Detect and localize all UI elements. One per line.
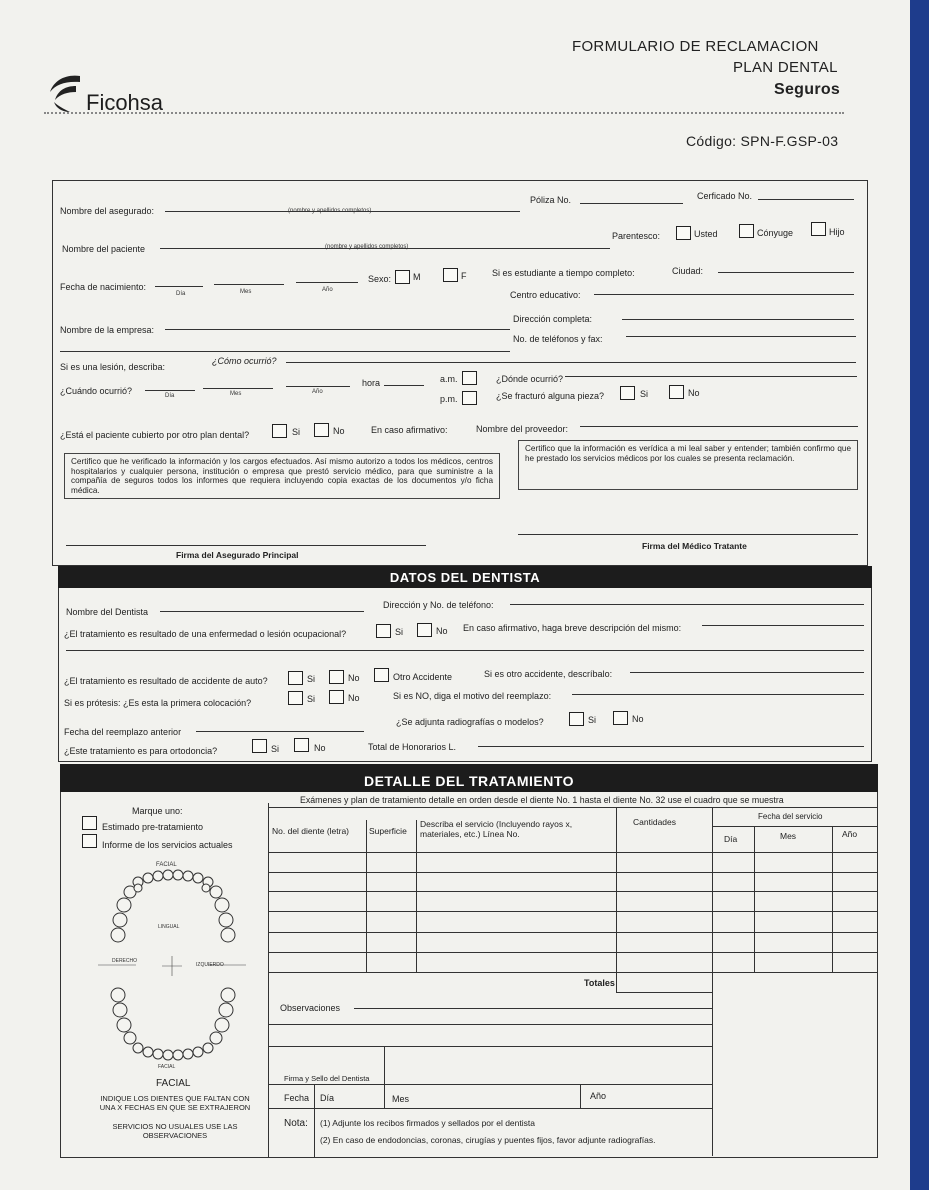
hint-nombre: (nombre y apellidos completos) (288, 208, 372, 214)
label-ocupacional-no: No (436, 626, 448, 636)
label-nombre-paciente: Nombre del paciente (62, 244, 146, 254)
table-row[interactable] (268, 932, 878, 933)
input-nac-dia[interactable] (155, 286, 203, 287)
label-otro-accidente: Otro Accidente (393, 672, 453, 682)
label-examenes: Exámenes y plan de tratamiento detalle en orden desde el diente No. 1 hasta el diente No. 32 use el cuadro que se muestra (300, 795, 784, 805)
hint-nombre-paciente: (nombre y apellidos completos) (325, 244, 409, 250)
observaciones-line-3[interactable] (268, 1046, 712, 1047)
label-m: M (413, 272, 421, 282)
checkbox-estimado[interactable] (82, 816, 97, 830)
label-honorarios: Total de Honorarios L. (368, 742, 457, 752)
table-row[interactable] (268, 872, 878, 873)
input-donde-ocurrio[interactable] (565, 376, 857, 377)
form-code: Código: SPN-F.GSP-03 (686, 133, 839, 149)
label-conyuge: Cónyuge (757, 228, 794, 238)
form-title: FORMULARIO DE RECLAMACION (572, 38, 819, 55)
label-hijo: Hijo (829, 227, 845, 237)
firma-sello-rule (268, 1084, 712, 1085)
tooth-chart-facial-small: FACIAL (158, 1064, 176, 1070)
label-pm: p.m. (440, 394, 458, 404)
label-fecha-reemplazo: Fecha del reemplazo anterior (64, 727, 182, 737)
checkbox-informe[interactable] (82, 834, 97, 848)
input-poliza[interactable] (580, 203, 683, 204)
label-protesis: Si es prótesis: ¿Es esta la primera colocación? (64, 698, 252, 708)
input-nac-mes[interactable] (214, 284, 284, 285)
label-centro-educativo: Centro educativo: (510, 290, 581, 300)
label-certificado: Cerficado No. (697, 191, 753, 201)
input-empresa[interactable] (165, 329, 510, 330)
label-radiografias: ¿Se adjunta radiografías o modelos? (396, 717, 544, 727)
checkbox-cubierto-no[interactable] (314, 423, 329, 437)
col-sep-1 (366, 820, 367, 972)
input-certificado[interactable] (758, 199, 854, 200)
cert-asegurado: Certifico que he verificado la información y los cargos efectuados. Así mismo autorizo a todos los médicos, centros hospitalarios y cualquier persona, institución o empresa que prestó servicio médico, para que suministre a la compañía de seguros todos los informes que requiera incluyendo copia exactas de los documentos y/o ficha médica. (64, 453, 500, 499)
label-protesis-si: Si (307, 694, 316, 704)
input-describalo[interactable] (630, 672, 864, 673)
label-proveedor: Nombre del proveedor: (476, 424, 569, 434)
label-lesion: Si es una lesión, describa: (60, 362, 166, 372)
checkbox-am[interactable] (462, 371, 477, 385)
label-nombre-dentista: Nombre del Dentista (66, 607, 149, 617)
label-describalo: Si es otro accidente, descríbalo: (484, 669, 613, 679)
col-header-diente: No. del diente (letra) (272, 826, 350, 836)
input-telefonos[interactable] (626, 336, 856, 337)
label-totales: Totales (584, 978, 615, 988)
checkbox-usted[interactable] (676, 226, 691, 240)
checkbox-pm[interactable] (462, 391, 477, 405)
fecha-sep-1 (314, 1084, 315, 1158)
checkbox-protesis-no[interactable] (329, 690, 344, 704)
dentist-section-title: DATOS DEL DENTISTA (389, 570, 541, 585)
input-empresa-line2[interactable] (60, 351, 510, 352)
label-cubierto-no: No (333, 426, 345, 436)
label-como-ocurrio: ¿Cómo ocurrió? (212, 356, 277, 366)
label-empresa: Nombre de la empresa: (60, 325, 155, 335)
label-ocupacional: ¿El tratamiento es resultado de una enfermedad o lesión ocupacional? (64, 629, 347, 639)
label-poliza: Póliza No. (530, 195, 572, 205)
label-auto-si: Si (307, 674, 316, 684)
col-sep-2 (416, 820, 417, 972)
fecha-header-rule (712, 826, 878, 827)
label-accidente-auto: ¿El tratamiento es resultado de accidente de auto? (64, 676, 268, 686)
input-cuando-mes[interactable] (203, 388, 273, 389)
col-header-mes: Mes (780, 831, 797, 841)
col-sep-3 (616, 808, 617, 992)
label-fecha-nacimiento: Fecha de nacimiento: (60, 282, 147, 292)
tooth-chart-derecho: DERECHO (112, 958, 138, 964)
checkbox-radiografias-no[interactable] (613, 711, 628, 725)
label-radiografias-no: No (632, 714, 644, 724)
hint-dia2: Día (165, 393, 175, 399)
label-firma-sello: Firma y Sello del Dentista (284, 1074, 370, 1083)
input-centro-educativo[interactable] (594, 294, 854, 295)
label-motivo: Si es NO, diga el motivo del reemplazo: (393, 691, 552, 701)
input-nac-ano[interactable] (296, 282, 358, 283)
input-cuando-dia[interactable] (145, 390, 195, 391)
label-fecha-dia: Día (320, 1093, 335, 1103)
fecha-sep-3 (580, 1084, 581, 1108)
dentist-section-header (58, 566, 872, 588)
label-telefonos: No. de teléfonos y fax: (513, 334, 603, 344)
checkbox-conyuge[interactable] (739, 224, 754, 238)
treatment-section-title: DETALLE DEL TRATAMIENTO (363, 773, 575, 789)
label-fracturo-si: Si (640, 389, 649, 399)
label-cubierto-si: Si (292, 427, 301, 437)
input-desc-afirmativo[interactable] (702, 625, 864, 626)
input-hora[interactable] (384, 385, 424, 386)
label-direccion-tel: Dirección y No. de teléfono: (383, 600, 494, 610)
col-header-ano: Año (842, 829, 858, 839)
label-fracturo: ¿Se fracturó alguna pieza? (496, 391, 605, 401)
col-header-cantidades: Cantidades (633, 817, 677, 827)
hint-ano2: Año (312, 389, 323, 395)
col-header-dia: Día (724, 834, 738, 844)
label-marque-uno: Marque uno: (132, 806, 183, 816)
treatment-section-header (60, 764, 878, 792)
input-ciudad[interactable] (718, 272, 854, 273)
checkbox-radiografias-si[interactable] (569, 712, 584, 726)
label-nota: Nota: (284, 1118, 308, 1129)
checkbox-cubierto-si[interactable] (272, 424, 287, 438)
label-caso-afirmativo: En caso afirmativo: (371, 425, 448, 435)
table-header-rule (268, 852, 878, 853)
tooth-chart-facial-top: FACIAL (156, 862, 177, 868)
observaciones-line-2[interactable] (268, 1024, 712, 1025)
hint-mes: Mes (240, 289, 252, 295)
label-parentesco: Parentesco: (612, 231, 661, 241)
input-proveedor[interactable] (580, 426, 858, 427)
checkbox-protesis-si[interactable] (288, 691, 303, 705)
label-firma-medico: Firma del Médico Tratante (642, 541, 747, 551)
input-como-ocurrio[interactable] (286, 362, 856, 363)
input-nombre-dentista[interactable] (160, 611, 364, 612)
fecha-sep-2 (384, 1084, 385, 1108)
checkbox-auto-si[interactable] (288, 671, 303, 685)
table-row[interactable] (268, 891, 878, 892)
label-sexo: Sexo: (368, 274, 392, 284)
checkbox-otro-accidente[interactable] (374, 668, 389, 682)
tooth-chart-servicios-no: SERVICIOS NO USUALES USE LAS OBSERVACIONES (112, 1122, 238, 1140)
input-fecha-reemplazo[interactable] (196, 731, 364, 732)
label-direccion: Dirección completa: (513, 314, 593, 324)
firma-asegurado-line[interactable] (66, 545, 426, 546)
header-divider (44, 112, 844, 114)
label-ocupacional-si: Si (395, 627, 404, 637)
logo-text: Ficohsa (86, 90, 164, 115)
hint-mes2: Mes (230, 391, 242, 397)
col-sep-6 (832, 826, 833, 972)
table-left-border (268, 803, 269, 1157)
form-subtitle: PLAN DENTAL (733, 59, 838, 76)
checkbox-auto-no[interactable] (329, 670, 344, 684)
table-row[interactable] (268, 972, 878, 973)
tooth-chart-facial-label: FACIAL (156, 1078, 191, 1089)
label-ortodoncia: ¿Este tratamiento es para ortodoncia? (64, 746, 218, 756)
checkbox-ortodoncia-si[interactable] (252, 739, 267, 753)
tooth-chart-instructions: INDIQUE LOS DIENTES QUE FALTAN CON UNA X FECHAS EN QUE SE EXTRAJERON (99, 1094, 251, 1112)
col-header-superficie: Superficie (369, 826, 407, 836)
checkbox-ocupacional-no[interactable] (417, 623, 432, 637)
input-direccion-tel[interactable] (510, 604, 864, 605)
totales-rule (616, 992, 712, 993)
ficohsa-logo (46, 72, 86, 114)
label-nombre-asegurado: Nombre del asegurado: (60, 206, 155, 216)
table-row[interactable] (268, 911, 878, 912)
tooth-chart-lingual: LINGUAL (158, 924, 180, 930)
firma-medico-line[interactable] (518, 534, 858, 535)
label-protesis-no: No (348, 693, 360, 703)
col-header-fecha: Fecha del servicio (758, 812, 823, 821)
label-fracturo-no: No (688, 388, 700, 398)
col-sep-5 (754, 826, 755, 972)
label-desc-afirmativo: En caso afirmativo, haga breve descripción del mismo: (463, 623, 682, 633)
checkbox-ortodoncia-no[interactable] (294, 738, 309, 752)
input-direccion[interactable] (622, 319, 854, 320)
label-fecha-ano: Año (590, 1091, 607, 1101)
label-auto-no: No (348, 673, 360, 683)
label-am: a.m. (440, 374, 458, 384)
label-firma-asegurado: Firma del Asegurado Principal (176, 550, 299, 560)
input-cuando-ano[interactable] (286, 386, 350, 387)
checkbox-fracturo-si[interactable] (620, 386, 635, 400)
input-observaciones[interactable] (354, 1008, 712, 1009)
col-sep-4 (712, 808, 713, 1156)
label-usted: Usted (694, 229, 718, 239)
checkbox-ocupacional-si[interactable] (376, 624, 391, 638)
label-estudiante: Si es estudiante a tiempo completo: (492, 268, 635, 278)
checkbox-sexo-f[interactable] (443, 268, 458, 282)
checkbox-sexo-m[interactable] (395, 270, 410, 284)
nota-1: (1) Adjunte los recibos firmados y sellados por el dentista (320, 1118, 535, 1128)
label-ortodoncia-no: No (314, 743, 326, 753)
label-ortodoncia-si: Si (271, 744, 280, 754)
table-row[interactable] (268, 952, 878, 953)
fecha-rule (268, 1108, 712, 1109)
tooth-chart-diagram (96, 860, 248, 1072)
cert-medico: Certifico que la información es verídica a mi leal saber y entender; también confirmo que he prestado los servicios médicos por los cuales se presenta reclamación. (518, 440, 858, 490)
label-cuando-ocurrio: ¿Cuándo ocurrió? (60, 386, 133, 396)
label-f: F (461, 271, 467, 281)
hint-ano: Año (322, 287, 333, 293)
hint-dia: Día (176, 291, 186, 297)
label-fecha-mes: Mes (392, 1094, 410, 1104)
label-hora: hora (362, 378, 381, 388)
tooth-chart-izquierdo: IZQUIERDO (196, 962, 224, 968)
checkbox-hijo[interactable] (811, 222, 826, 236)
input-honorarios[interactable] (478, 746, 864, 747)
form-subtitle-seguros: Seguros (774, 81, 841, 98)
label-observaciones: Observaciones (280, 1003, 341, 1013)
ficohsa-logo-icon (46, 72, 86, 114)
table-top-rule (268, 807, 878, 808)
label-cubierto: ¿Está el paciente cubierto por otro plan dental? (60, 430, 250, 440)
label-fecha: Fecha (284, 1093, 310, 1103)
label-donde-ocurrio: ¿Dónde ocurrió? (496, 374, 564, 384)
tooth-chart[interactable] (96, 860, 248, 1072)
input-motivo[interactable] (572, 694, 864, 695)
label-estimado: Estimado pre-tratamiento (102, 822, 204, 832)
firma-sello-sep (384, 1046, 385, 1084)
input-desc-line2[interactable] (66, 650, 864, 651)
checkbox-fracturo-no[interactable] (669, 385, 684, 399)
label-radiografias-si: Si (588, 715, 597, 725)
label-informe: Informe de los servicios actuales (102, 840, 233, 850)
col-header-describa: Describa el servicio (Incluyendo rayos x, materiales, etc.) Línea No. (420, 819, 573, 839)
label-ciudad: Ciudad: (672, 266, 704, 276)
nota-2: (2) En caso de endodoncias, coronas, cirugías y puentes fijos, favor adjunte radiografías. (320, 1135, 656, 1145)
